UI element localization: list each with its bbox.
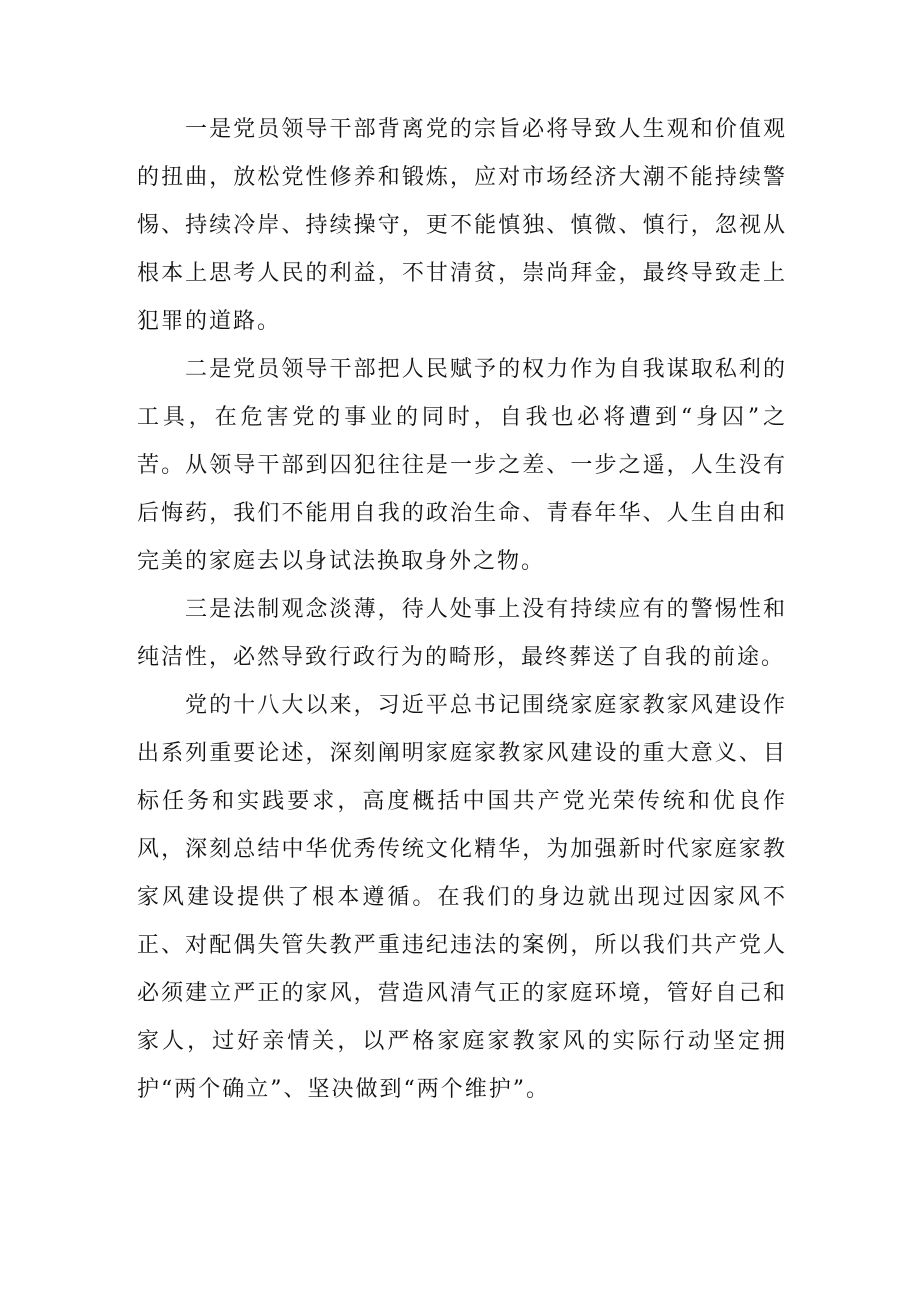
paragraph-4: 党的十八大以来，习近平总书记围绕家庭家教家风建设作出系列重要论述，深刻阐明家庭家教家风建设的重大意义、目标任务和实践要求，高度概括中国共产党光荣传统和优良作风，深刻总结中华优秀传统文化精华，为加强新时代家庭家教家风建设提供了根本遵循。在我们的身边就出现过因家风不正、对配偶失管失教严重违纪违法的案例，所以我们共产党人必须建立严正的家风，营造风清气正的家庭环境，管好自己和家人，过好亲情关，以严格家庭家教家风的实际行动坚定拥护“两个确立”、坚决做到“两个维护”。 — [137, 693, 787, 1102]
document-body — [137, 106, 787, 1114]
paragraph-1: 一是党员领导干部背离党的宗旨必将导致人生观和价值观的扭曲，放松党性修养和锻炼，应对市场经济大潮不能持续警惕、持续冷岸、持续操守，更不能慎独、慎微、慎行，忽视从根本上思考人民的利益，不甘清贫，崇尚拜金，最终导致走上犯罪的道路。 — [137, 117, 787, 334]
paragraph-2: 二是党员领导干部把人民赋予的权力作为自我谋取私利的工具，在危害党的事业的同时，自我也必将遭到“身囚”之苦。从领导干部到囚犯往往是一步之差、一步之遥，人生没有后悔药，我们不能用自我的政治生命、青春年华、人生自由和完美的家庭去以身试法换取身外之物。 — [137, 357, 787, 574]
paragraph-3: 三是法制观念淡薄，待人处事上没有持续应有的警惕性和纯洁性，必然导致行政行为的畸形，最终葬送了自我的前途。 — [137, 597, 787, 670]
